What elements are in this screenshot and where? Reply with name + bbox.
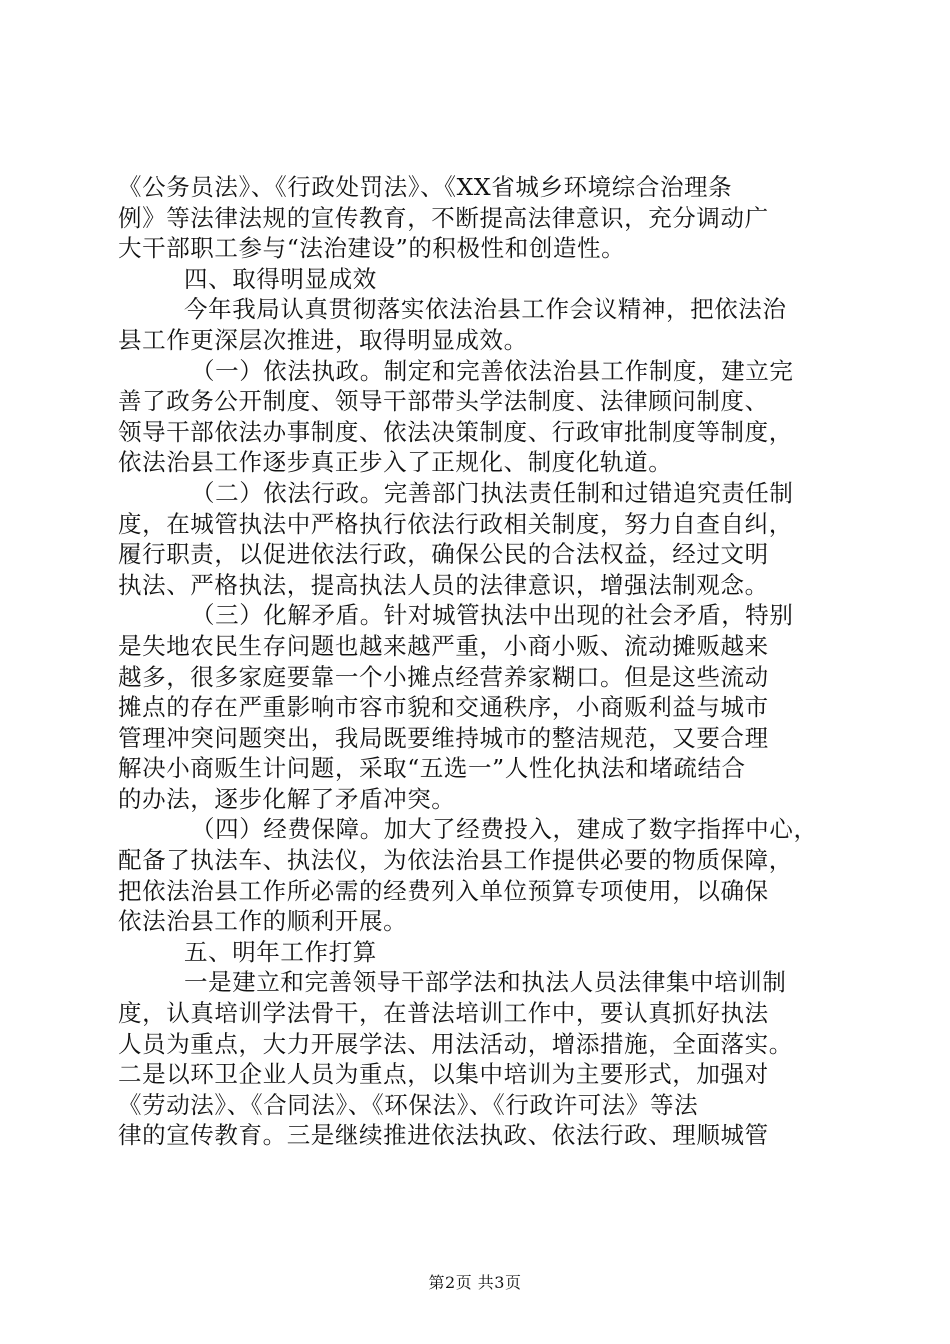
- text-line: 执法、严格执法，提高执法人员的法律意识，增强法制观念。: [118, 570, 769, 599]
- paragraph-first-line: 一是建立和完善领导干部学法和执法人员法律集中培训制: [184, 968, 787, 997]
- subsection-first-line: （一）依法执政。制定和完善依法治县工作制度，建立完: [191, 356, 794, 385]
- text-line: 大干部职工参与“法治建设”的积极性和创造性。: [118, 234, 626, 263]
- text-line: 越多，很多家庭要靠一个小摊点经营养家糊口。但是这些流动: [118, 662, 769, 691]
- page-number-footer: 第2页 共3页: [428, 1273, 522, 1292]
- subsection-first-line: （四）经费保障。加大了经费投入，建成了数字指挥中心，: [191, 815, 818, 844]
- subsection-first-line: （二）依法行政。完善部门执法责任制和过错追究责任制: [191, 478, 794, 507]
- text-line: 把依法治县工作所必需的经费列入单位预算专项使用，以确保: [118, 876, 769, 905]
- text-line: 《劳动法》、《合同法》、《环保法》、《行政许可法》等法: [118, 1090, 699, 1119]
- text-line: 的办法，逐步化解了矛盾冲突。: [118, 784, 456, 813]
- document-body: [118, 172, 840, 1151]
- section-heading: 四、取得明显成效: [184, 264, 377, 293]
- text-line: 人员为重点，大力开展学法、用法活动，增添措施，全面落实。: [118, 1029, 793, 1058]
- text-line: 二是以环卫企业人员为重点，以集中培训为主要形式，加强对: [118, 1060, 769, 1089]
- text-line: 依法治县工作逐步真正步入了正规化、制度化轨道。: [118, 448, 673, 477]
- text-line: 领导干部依法办事制度、依法决策制度、行政审批制度等制度，: [118, 417, 793, 446]
- text-line: 摊点的存在严重影响市容市貌和交通秩序，小商贩利益与城市: [118, 693, 769, 722]
- paragraph-first-line: 今年我局认真贯彻落实依法治县工作会议精神，把依法治: [184, 295, 787, 324]
- text-line: 县工作更深层次推进，取得明显成效。: [118, 325, 528, 354]
- text-line: 配备了执法车、执法仪，为依法治县工作提供必要的物质保障，: [118, 846, 793, 875]
- text-line: 度，认真培训学法骨干，在普法培训工作中，要认真抓好执法: [118, 999, 769, 1028]
- section-heading: 五、明年工作打算: [184, 937, 377, 966]
- text-line: 是失地农民生存问题也越来越严重，小商小贩、流动摊贩越来: [118, 631, 769, 660]
- text-line: 履行职责，以促进依法行政，确保公民的合法权益，经过文明: [118, 540, 769, 569]
- text-line: 《公务员法》、《行政处罚法》、《XX省城乡环境综合治理条: [118, 173, 733, 201]
- subsection-first-line: （三）化解矛盾。针对城管执法中出现的社会矛盾，特别: [191, 601, 794, 630]
- text-line: 度，在城管执法中严格执行依法行政相关制度，努力自查自纠，: [118, 509, 793, 538]
- text-line: 例》等法律法规的宣传教育，不断提高法律意识，充分调动广: [118, 203, 769, 232]
- text-line: 管理冲突问题突出，我局既要维持城市的整洁规范，又要合理: [118, 723, 769, 752]
- text-line: 善了政务公开制度、领导干部带头学法制度、法律顾问制度、: [118, 387, 769, 416]
- text-line: 律的宣传教育。三是继续推进依法执政、依法行政、理顺城管: [118, 1121, 769, 1150]
- text-line: 依法治县工作的顺利开展。: [118, 907, 408, 936]
- text-line: 解决小商贩生计问题，采取“五选一”人性化执法和堵疏结合: [118, 754, 746, 783]
